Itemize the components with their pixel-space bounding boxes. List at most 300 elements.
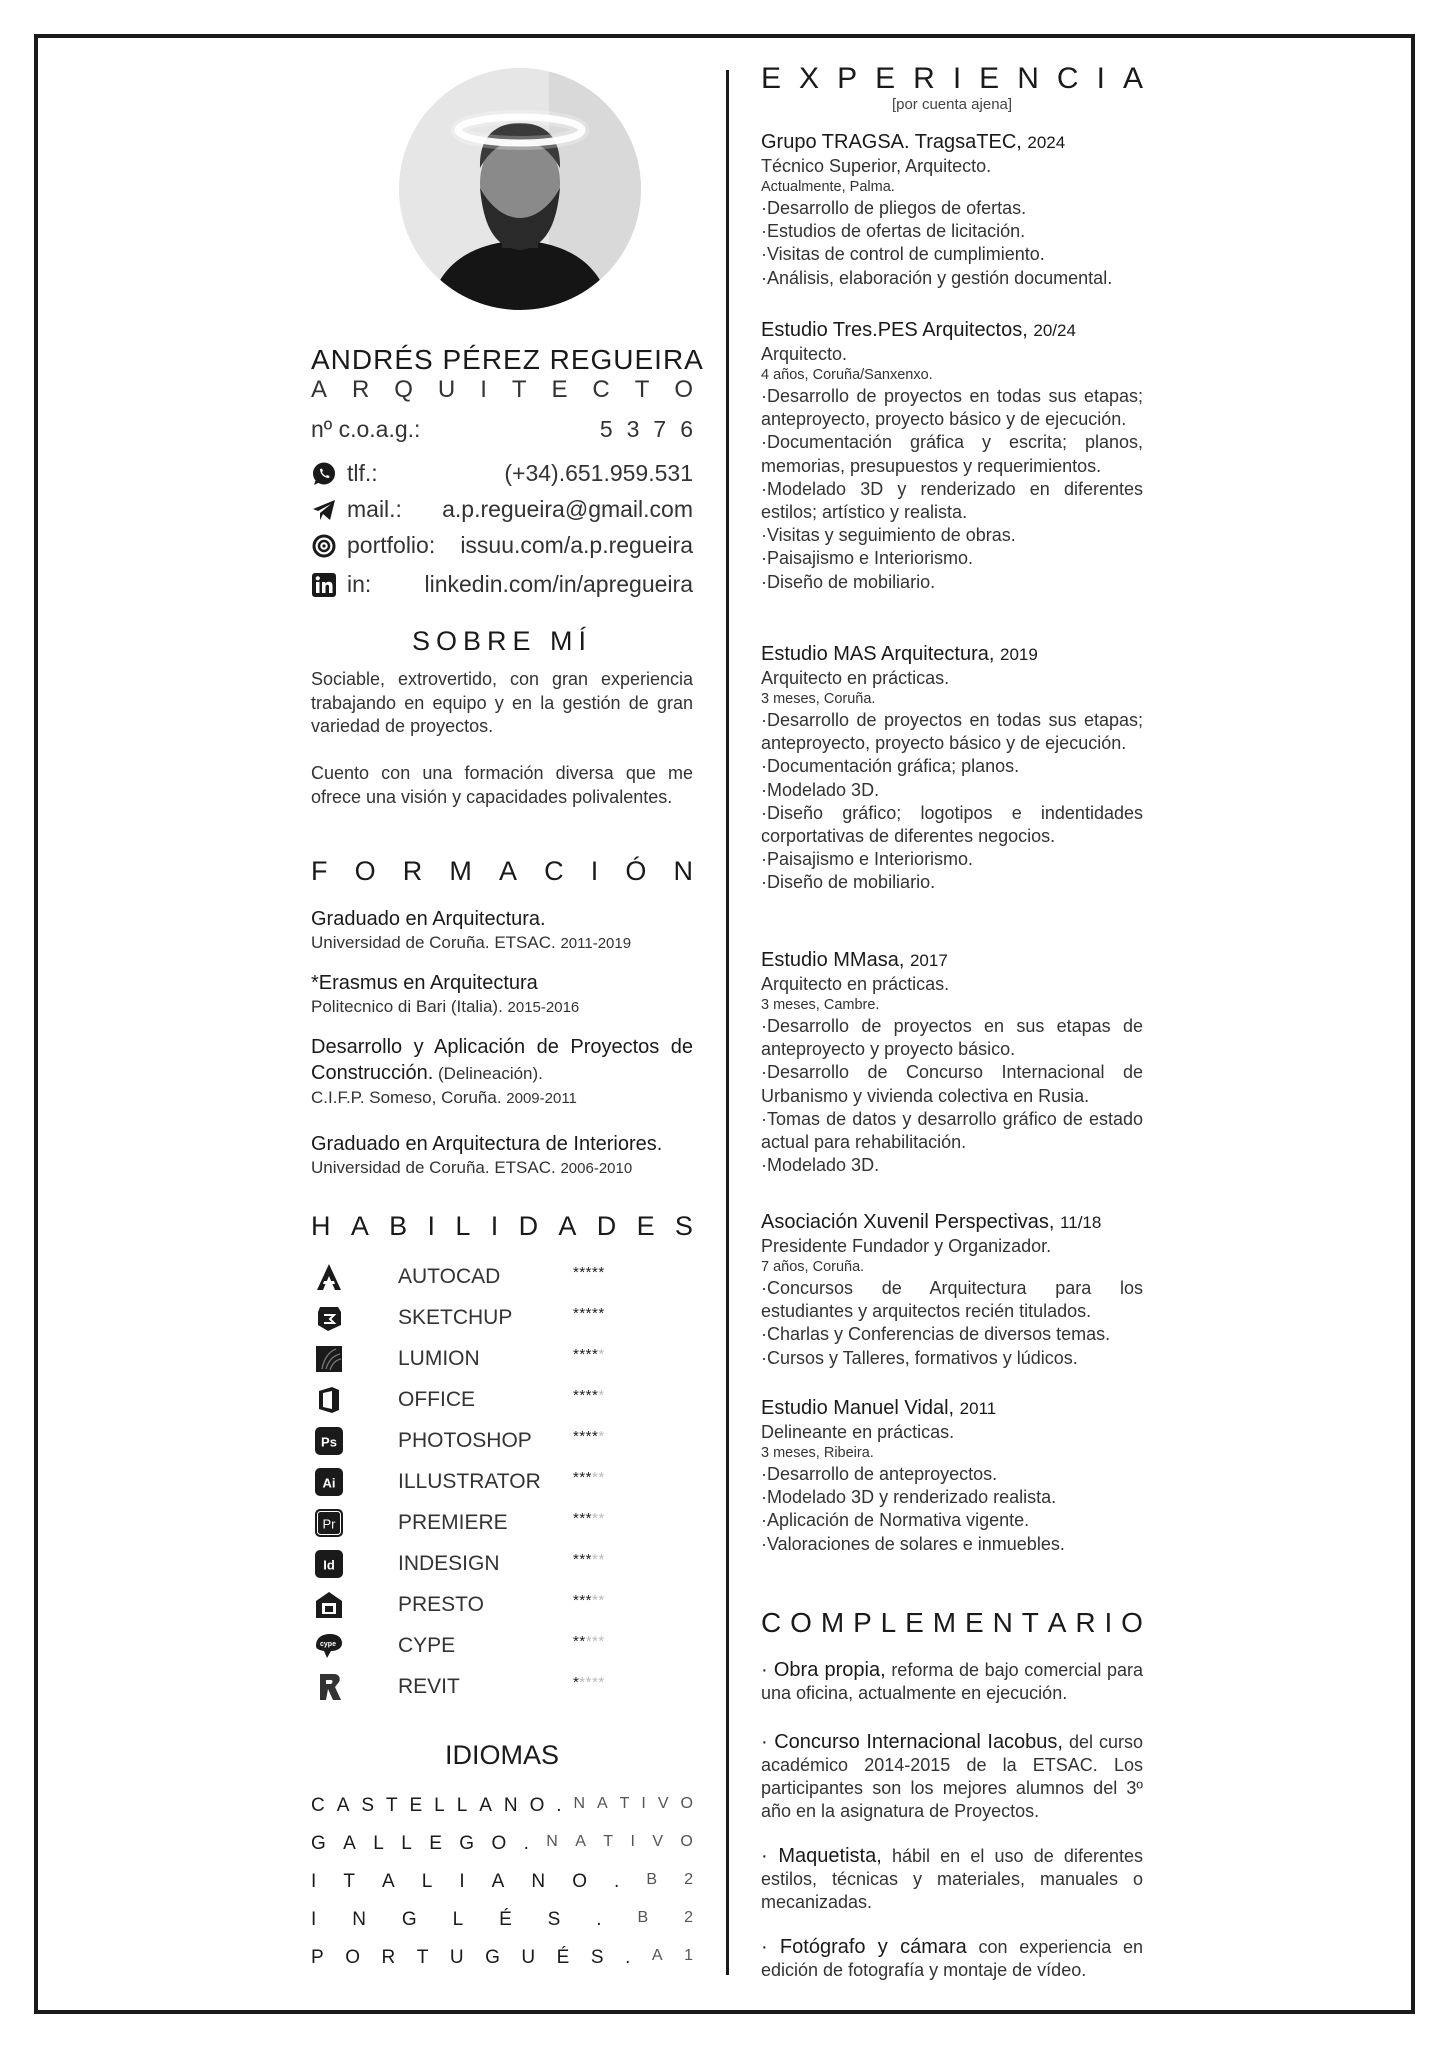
contact-value: linkedin.com/in/apregueira [424, 571, 693, 597]
skill-row [311, 1385, 693, 1415]
skills-title [311, 1211, 693, 1242]
education-years: 2006-2010 [560, 1160, 633, 1177]
rating-stars-filled: ***** [573, 1264, 605, 1281]
cype-icon [314, 1631, 344, 1661]
job-task: ·Paisajismo e Interiorismo. [761, 548, 974, 569]
profession-letter: T [511, 376, 527, 403]
job-task: ·Documentación gráfica; planos. [761, 756, 1020, 777]
education-degree: Graduado en Arquitectura. [311, 908, 546, 930]
language-level-letter: T [619, 1795, 630, 1812]
complementary-item [761, 1936, 1143, 1982]
job-company: Asociación Xuvenil Perspectivas, 11/18 [761, 1211, 1102, 1233]
skill-name: REVIT [398, 1675, 460, 1698]
education-years: 2009-2011 [506, 1090, 577, 1107]
job-task: ·Estudios de ofertas de licitación. [761, 221, 1026, 242]
education-school: Universidad de Coruña. ETSAC. 2006-2010 [311, 1158, 633, 1177]
skill-row [311, 1344, 693, 1374]
contact-label: mail.: [347, 496, 402, 522]
skill-rating [573, 1551, 605, 1568]
language-letter: A [343, 1833, 356, 1854]
about-title: SOBRE MÍ [411, 626, 593, 656]
skill-row [311, 1631, 693, 1661]
job-task: ·Charlas y Conferencias de diversos temas. [761, 1324, 1111, 1345]
job-task: ·Modelado 3D. [761, 1155, 880, 1176]
language-row [311, 1909, 693, 1931]
experience-item [761, 948, 1143, 1177]
title-letter: N [1017, 62, 1039, 95]
language-letter: L [401, 1833, 412, 1854]
contact-portfolio[interactable] [311, 532, 693, 559]
language-letter: G [401, 1909, 417, 1930]
experience-title [761, 62, 1143, 96]
job-task: ·Análisis, elaboración y gestión documental. [761, 267, 1113, 288]
presto-icon [314, 1590, 344, 1620]
job-year: 11/18 [1060, 1213, 1102, 1232]
language-level-letter: 2 [684, 1909, 693, 1926]
title-letter: A [1122, 62, 1143, 95]
issuu-icon [311, 533, 337, 559]
title-letter: B [389, 1211, 408, 1241]
language-level-letter: A [651, 1947, 663, 1964]
title-letter: I [490, 1211, 499, 1241]
complementary-lead: · Maquetista, [761, 1845, 882, 1867]
svg-text:Pr: Pr [322, 1516, 336, 1532]
job-company: Estudio Tres.PES Arquitectos, 20/24 [761, 319, 1076, 341]
rating-stars-filled: *** [573, 1510, 593, 1527]
title-letter: C [1056, 62, 1079, 95]
title-letter: X [799, 62, 820, 95]
job-year: 2017 [909, 951, 948, 970]
skill-name: SKETCHUP [398, 1306, 513, 1329]
complementary-text: reforma de bajo comercial para una oficina, actualmente en ejecución. [761, 1660, 1143, 1703]
about-paragraph-2: Cuento con una formación diversa que me ofrece una visión y capacidades polivalentes. [311, 763, 693, 807]
job-task: ·Desarrollo de pliegos de ofertas. [761, 198, 1027, 218]
language-level-letter: B [637, 1909, 649, 1926]
title-letter: I [590, 856, 599, 886]
page-frame [34, 34, 1415, 2014]
language-letter: S [361, 1795, 375, 1816]
job-task: ·Documentación gráfica y escrita; planos, memorias, presupuestos y requerimientos. [761, 432, 1143, 476]
coag-number: 5376 [599, 416, 707, 442]
experience-item [761, 642, 1143, 895]
language-level-letter: B [646, 1871, 658, 1888]
language-level-letter: O [680, 1795, 693, 1812]
contact-value: (+34).651.959.531 [504, 460, 693, 486]
title-letter: M [932, 1607, 957, 1638]
title-letter: C [761, 1607, 782, 1638]
title-letter: N [992, 1607, 1013, 1638]
language-letter: I [311, 1871, 317, 1892]
contact-value: a.p.regueira@gmail.com [442, 496, 693, 522]
complementary-item [761, 1659, 1143, 1705]
profession-letter: R [351, 376, 370, 403]
job-meta: 3 meses, Ribeira. [761, 1445, 874, 1461]
coag-row [311, 416, 707, 443]
title-letter: E [905, 1607, 924, 1638]
title-letter: E [875, 62, 896, 95]
rating-stars-filled: *** [573, 1469, 593, 1486]
contact-value: issuu.com/a.p.regueira [460, 532, 693, 558]
education-years: 2015-2016 [507, 999, 580, 1016]
language-letter: N [503, 1795, 518, 1816]
profession-letter: U [437, 376, 456, 403]
language-letter: T [416, 1947, 429, 1968]
title-letter: M [449, 856, 472, 886]
language-letter: O [572, 1871, 587, 1892]
language-letter: N [352, 1909, 366, 1930]
job-task: ·Diseño gráfico; logotipos e indentidades corportativas de diferentes negocios. [761, 802, 1143, 847]
job-task: ·Desarrollo de proyectos en todas sus etapas; anteproyecto, proyecto básico y de ejecución. [761, 386, 1143, 430]
job-year: 20/24 [1033, 321, 1076, 340]
education-school: Universidad de Coruña. ETSAC. 2011-2019 [311, 933, 632, 952]
title-letter: R [913, 62, 935, 95]
language-letter: . [596, 1909, 602, 1930]
title-letter: E [761, 62, 782, 95]
job-meta: 7 años, Coruña. [761, 1259, 865, 1275]
language-level-letter: N [546, 1833, 558, 1850]
title-letter: E [979, 62, 1000, 95]
profession-letter: E [551, 376, 568, 403]
language-letter: C [311, 1795, 325, 1816]
education-degree: *Erasmus en Arquitectura [311, 972, 538, 994]
job-task: ·Modelado 3D y renderizado realista. [761, 1487, 1057, 1508]
experience-item [761, 1396, 1143, 1556]
skill-rating [573, 1633, 605, 1650]
skill-name: CYPE [398, 1634, 456, 1657]
skill-rating [573, 1592, 605, 1609]
title-letter: D [518, 1211, 539, 1241]
experience-header [761, 62, 1143, 113]
skill-rating [573, 1510, 605, 1527]
svg-text:Ps: Ps [321, 1434, 337, 1450]
indesign-icon [314, 1549, 344, 1579]
skill-row [311, 1549, 693, 1579]
svg-text:cype: cype [320, 1641, 336, 1648]
language-letter: G [485, 1947, 500, 1968]
linkedin-icon [311, 572, 337, 598]
language-level-letter: A [575, 1833, 586, 1850]
job-task: ·Modelado 3D. [761, 779, 880, 800]
skill-row [311, 1426, 693, 1456]
title-letter: A [1047, 1607, 1067, 1638]
coag-label: nº c.o.a.g.: [311, 416, 421, 442]
full-name: ANDRÉS PÉREZ REGUEIRA [311, 344, 704, 375]
language-letter: É [499, 1909, 512, 1930]
premiere-icon [314, 1508, 344, 1538]
language-level-letter: 2 [684, 1871, 693, 1888]
column-divider [726, 70, 729, 1975]
education-title [311, 856, 693, 887]
skill-row [311, 1262, 693, 1292]
language-letter: G [459, 1833, 475, 1854]
rating-stars-filled: * [573, 1674, 580, 1691]
job-role: Técnico Superior, Arquitecto. [761, 156, 992, 176]
title-letter: E [964, 1607, 984, 1638]
language-letter: O [345, 1947, 360, 1968]
title-letter: T [1021, 1607, 1039, 1638]
title-letter: I [1104, 1607, 1113, 1638]
skill-name: AUTOCAD [398, 1265, 501, 1288]
language-row [311, 1947, 693, 1969]
job-task: ·Valoraciones de solares e inmuebles. [761, 1533, 1065, 1554]
rating-stars-empty: ** [592, 1551, 605, 1568]
job-task: ·Visitas de control de cumplimiento. [761, 244, 1045, 265]
rating-stars-empty: ** [592, 1510, 605, 1527]
experience-subtitle: [por cuenta ajena] [891, 96, 1013, 113]
education-note: (Delineación). [433, 1064, 543, 1083]
language-level-letter: V [652, 1833, 663, 1850]
complementary-text: hábil en el uso de diferentes estilos, técnicas y materiales, manuales o mecanizadas. [761, 1846, 1143, 1912]
language-letter: . [625, 1947, 631, 1968]
job-role: Delineante en prácticas. [761, 1422, 955, 1442]
skill-name: PRESTO [398, 1593, 484, 1616]
rating-stars-empty: * [598, 1346, 605, 1363]
skill-rating [573, 1674, 605, 1691]
telegram-icon [311, 497, 337, 523]
language-letter: E [409, 1795, 423, 1816]
job-task: ·Concursos de Arquitectura para los estudiantes y arquitectos recién titulados. [761, 1278, 1143, 1322]
language-level-letter: A [597, 1795, 608, 1812]
contact-mail[interactable] [311, 496, 693, 523]
svg-text:Id: Id [323, 1557, 335, 1573]
language-letter: U [521, 1947, 536, 1968]
lumion-icon [314, 1344, 344, 1374]
title-letter: O [790, 1607, 812, 1638]
language-letter: I [311, 1909, 317, 1930]
skill-name: LUMION [398, 1347, 480, 1370]
job-task: ·Diseño de mobiliario. [761, 872, 936, 893]
rating-stars-empty: **** [579, 1674, 605, 1691]
complementary-lead: · Obra propia, [761, 1659, 886, 1681]
sketchup-icon [314, 1303, 344, 1333]
complementary-lead: · Fotógrafo y cámara [761, 1936, 967, 1958]
language-level-letter: I [630, 1833, 635, 1850]
job-company: Estudio MMasa, 2017 [761, 949, 948, 971]
profession-letter: Q [394, 376, 413, 403]
contact-linkedin[interactable] [311, 571, 693, 598]
job-year: 2024 [1027, 133, 1066, 152]
language-letter: I [459, 1871, 465, 1892]
job-role: Arquitecto en prácticas. [761, 974, 950, 994]
skill-row [311, 1590, 693, 1620]
title-letter: D [596, 1211, 617, 1241]
about-paragraph-1: Sociable, extrovertido, con gran experiencia trabajando en equipo y en la gestión de gran variedad de proyectos. [311, 669, 693, 736]
job-task: ·Desarrollo de proyectos en todas sus etapas; anteproyecto, proyecto básico y de ejecución. [761, 710, 1143, 754]
language-letter: L [421, 1871, 433, 1892]
language-letter: N [531, 1871, 546, 1892]
title-letter: P [837, 62, 858, 95]
language-letter: A [381, 1871, 395, 1892]
profession-letter: C [592, 376, 610, 403]
complementary-title [761, 1607, 1143, 1639]
rating-stars-filled: **** [573, 1346, 599, 1363]
skill-name: PREMIERE [398, 1511, 508, 1534]
autocad-icon [314, 1262, 344, 1292]
complementary-item [761, 1845, 1143, 1914]
rating-stars-filled: **** [573, 1387, 599, 1404]
language-letter: T [385, 1795, 398, 1816]
language-letter: O [529, 1795, 545, 1816]
job-company: Grupo TRAGSA. TragsaTEC, 2024 [761, 131, 1066, 153]
experience-item [761, 1210, 1143, 1370]
education-item [311, 906, 693, 955]
skill-rating [573, 1305, 605, 1322]
job-task: ·Visitas y seguimiento de obras. [761, 525, 1016, 546]
revit-icon [314, 1672, 344, 1702]
title-letter: M [820, 1607, 845, 1638]
language-letter: S [547, 1909, 561, 1930]
language-letter: A [479, 1795, 492, 1816]
skill-row [311, 1303, 693, 1333]
job-company: Estudio MAS Arquitectura, 2019 [761, 643, 1038, 665]
skill-name: OFFICE [398, 1388, 475, 1411]
rating-stars-filled: *** [573, 1551, 593, 1568]
language-level-letter: O [680, 1833, 693, 1850]
education-degree: Graduado en Arquitectura de Interiores. [311, 1133, 663, 1155]
skill-rating [573, 1346, 605, 1363]
job-task: ·Aplicación de Normativa vigente. [761, 1510, 1030, 1531]
language-level-letter: T [603, 1833, 614, 1850]
job-task: ·Cursos y Talleres, formativos y lúdicos. [761, 1347, 1078, 1368]
job-role: Presidente Fundador y Organizador. [761, 1236, 1052, 1256]
title-letter: F [311, 856, 328, 886]
job-role: Arquitecto en prácticas. [761, 668, 950, 688]
skill-name: INDESIGN [398, 1552, 500, 1575]
complementary-item [761, 1731, 1143, 1823]
photoshop-icon [314, 1426, 344, 1456]
job-task: ·Desarrollo de proyectos en sus etapas de anteproyecto y proyecto básico. [761, 1016, 1143, 1060]
job-task: ·Desarrollo de Concurso Internacional de Urbanismo y vivienda colectiva en Rusia. [761, 1062, 1143, 1106]
language-letter: . [614, 1871, 620, 1892]
title-letter: O [1121, 1607, 1143, 1638]
skill-name: ILLUSTRATOR [398, 1470, 541, 1493]
language-letter: O [491, 1833, 507, 1854]
education-school: C.I.F.P. Someso, Coruña. 2009-2011 [311, 1088, 577, 1107]
skill-rating [573, 1469, 605, 1486]
language-level-letter: N [573, 1795, 586, 1812]
title-letter: A [498, 856, 517, 886]
rating-stars-filled: ** [573, 1633, 586, 1650]
job-task: ·Paisajismo e Interiorismo. [761, 849, 974, 870]
title-letter: A [350, 1211, 369, 1241]
contact-label: in: [347, 571, 372, 597]
language-letter: G [311, 1833, 326, 1854]
contact-label: tlf.: [347, 460, 378, 486]
office-icon [314, 1385, 344, 1415]
title-letter: I [1096, 62, 1105, 95]
language-letter: A [491, 1871, 505, 1892]
education-degree: Desarrollo y Aplicación de Proyectos de Construcción. (Delineación). [311, 1036, 693, 1084]
title-letter: N [673, 856, 693, 886]
svg-text:Ai: Ai [322, 1475, 336, 1491]
skill-row [311, 1467, 693, 1497]
profession-letter: I [480, 376, 487, 403]
contact-phone[interactable] [311, 460, 693, 487]
language-letter: L [373, 1833, 384, 1854]
education-item [311, 1034, 693, 1110]
title-letter: H [311, 1211, 331, 1241]
contact-label: portfolio: [347, 532, 436, 558]
education-item [311, 1131, 693, 1180]
rating-stars-empty: ** [592, 1592, 605, 1609]
title-letter: P [853, 1607, 872, 1638]
rating-stars-empty: * [598, 1428, 605, 1445]
job-company: Estudio Manuel Vidal, 2011 [761, 1397, 997, 1419]
skill-row [311, 1508, 693, 1538]
job-task: ·Desarrollo de anteproyectos. [761, 1464, 998, 1484]
title-letter: I [427, 1211, 436, 1241]
whatsapp-icon [311, 461, 337, 487]
rating-stars-empty: ** [592, 1469, 605, 1486]
title-letter: C [544, 856, 564, 886]
rating-stars-empty: *** [585, 1633, 605, 1650]
rating-stars-filled: *** [573, 1592, 593, 1609]
job-role: Arquitecto. [761, 344, 848, 364]
language-row [311, 1795, 693, 1817]
title-letter: A [558, 1211, 577, 1241]
rating-stars-filled: ***** [573, 1305, 605, 1322]
portrait-illustration [399, 68, 641, 310]
language-level-letter: 1 [684, 1947, 693, 1964]
language-level-letter: I [641, 1795, 646, 1812]
title-letter: R [1075, 1607, 1096, 1638]
job-year: 2011 [959, 1399, 997, 1418]
skill-rating [573, 1264, 605, 1281]
rating-stars-empty: * [598, 1387, 605, 1404]
language-letter: U [449, 1947, 464, 1968]
job-meta: 3 meses, Coruña. [761, 691, 876, 707]
rating-stars-filled: **** [573, 1428, 599, 1445]
languages-title: IDIOMAS [444, 1740, 559, 1770]
skill-row [311, 1672, 693, 1702]
language-letter: S [590, 1947, 604, 1968]
language-letter: É [556, 1947, 570, 1968]
language-row [311, 1871, 693, 1893]
title-letter: Ó [625, 856, 647, 886]
language-letter: . [523, 1833, 529, 1854]
job-task: ·Tomas de datos y desarrollo gráfico de estado actual para rehabilitación. [761, 1108, 1143, 1153]
job-task: ·Modelado 3D y renderizado en diferentes estilos; artístico y realista. [761, 478, 1143, 523]
education-school: Politecnico di Bari (Italia). 2015-2016 [311, 997, 580, 1016]
illustrator-icon [314, 1467, 344, 1497]
title-letter: S [674, 1211, 693, 1241]
language-letter: R [381, 1947, 396, 1968]
title-letter: R [402, 856, 423, 886]
profession-letter: T [634, 376, 650, 403]
language-letter: E [429, 1833, 442, 1854]
experience-item [761, 130, 1143, 290]
profile-photo [399, 68, 641, 310]
profession-letter: A [311, 376, 328, 403]
language-level-letter: V [657, 1795, 669, 1812]
language-letter: A [336, 1795, 350, 1816]
education-item [311, 970, 693, 1019]
education-years: 2011-2019 [560, 935, 632, 952]
language-letter: L [456, 1795, 468, 1816]
title-letter: E [636, 1211, 655, 1241]
job-task: ·Diseño de mobiliario. [761, 571, 936, 592]
complementary-text: con experiencia en edición de fotografía y montaje de vídeo. [761, 1937, 1144, 1980]
profession-letter: O [674, 376, 693, 403]
skill-rating [573, 1428, 605, 1445]
profession [311, 376, 693, 404]
job-year: 2019 [1000, 645, 1038, 664]
language-row [311, 1833, 693, 1855]
language-letter: T [343, 1871, 355, 1892]
experience-item [761, 318, 1143, 594]
skill-rating [573, 1387, 605, 1404]
language-letter: L [452, 1909, 464, 1930]
